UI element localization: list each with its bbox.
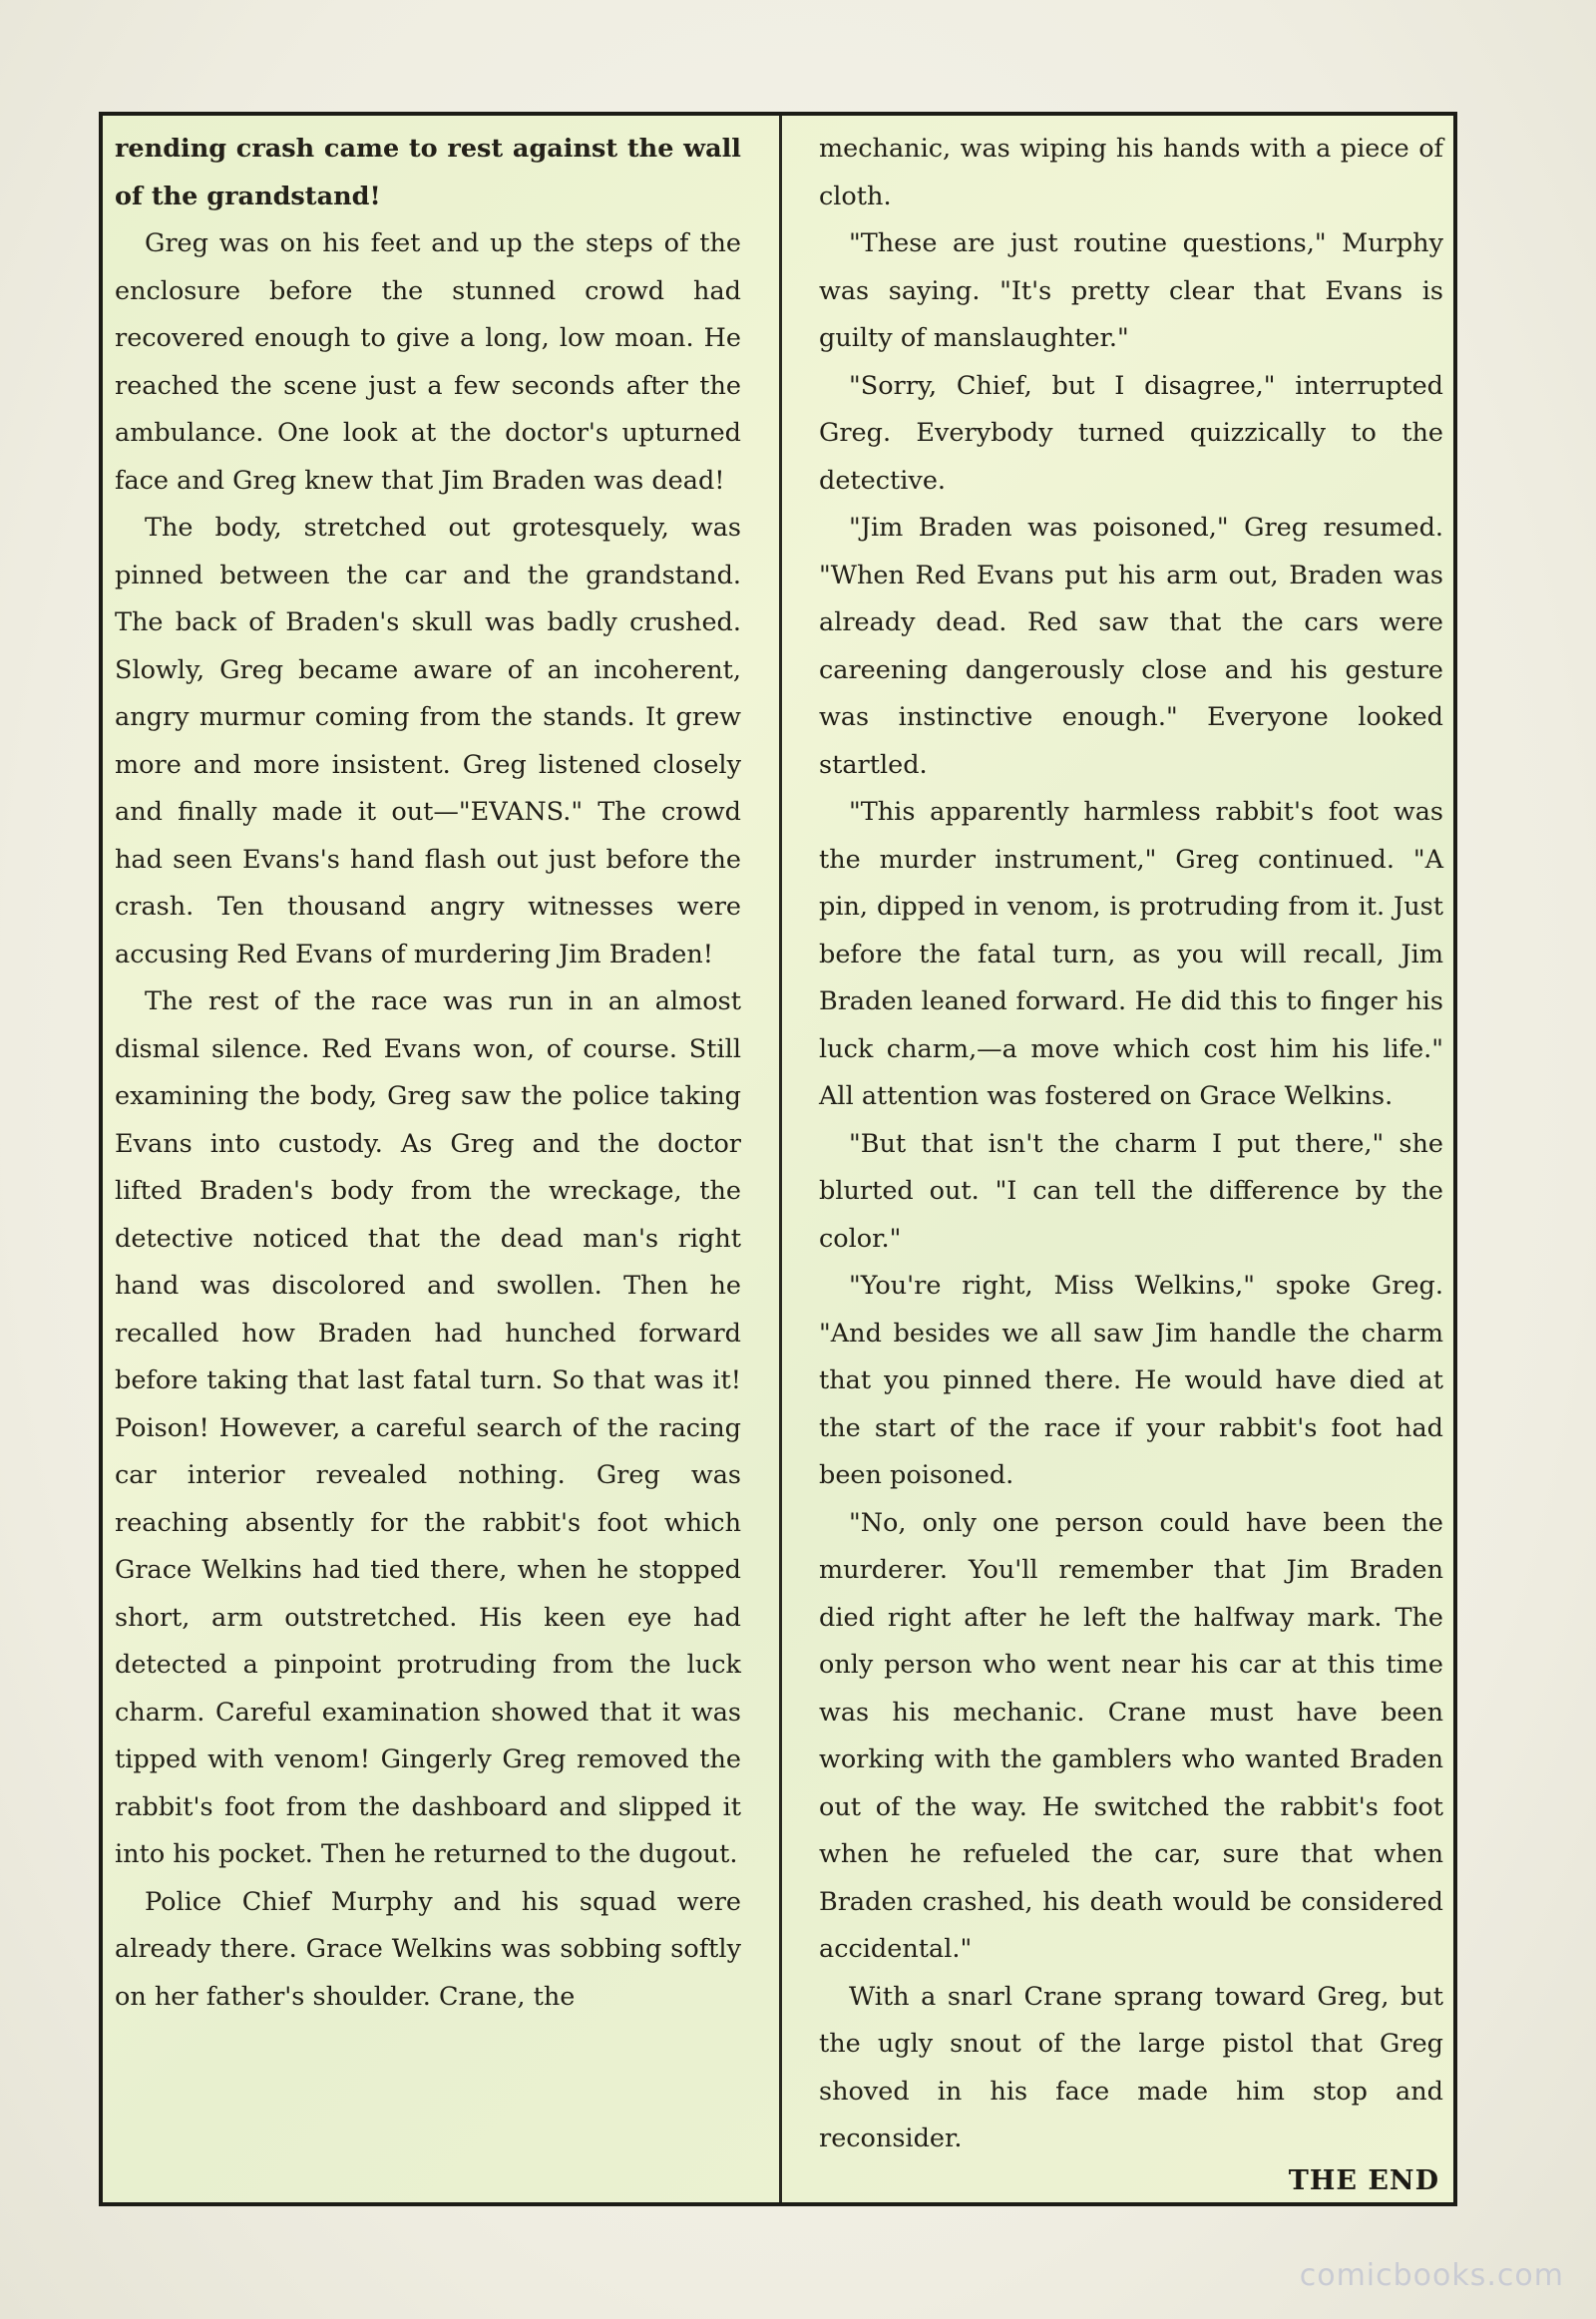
left-column	[115, 126, 741, 2021]
paragraph: "But that isn't the charm I put there," she blurted out. "I can tell the difference by the color."	[819, 1128, 1443, 1254]
paragraph: "You're right, Miss Welkins," spoke Greg. "And besides we all saw Jim handle the charm that you pinned there. He would have died at the start of the race if your rabbit's foot had been poisoned.	[819, 1271, 1443, 1490]
site-watermark: comicbooks.com	[1299, 2258, 1564, 2293]
paragraph: Greg was on his feet and up the steps of the enclosure before the stunned crowd had recovered enough to give a long, low moan. He reached the scene just a few seconds after the ambulance. One look at the doctor's upturned face and Greg knew that Jim Braden was dead!	[115, 228, 741, 496]
paragraph: Police Chief Murphy and his squad were already there. Grace Welkins was sobbing softly on her father's shoulder. Crane, the	[115, 1886, 741, 2012]
text-panel	[99, 112, 1457, 2206]
paragraph: "These are just routine questions," Murphy was saying. "It's pretty clear that Evans is guilty of manslaughter."	[819, 228, 1443, 353]
column-divider	[779, 116, 782, 2202]
paragraph: "Jim Braden was poisoned," Greg resumed. "When Red Evans put his arm out, Braden was already dead. Red saw that the cars were careening dangerously close and his gesture was instinctive enough." Everyone looked startled.	[819, 513, 1443, 780]
paragraph: The body, stretched out grotesquely, was pinned between the car and the grandstand. The back of Braden's skull was badly crushed. Slowly, Greg became aware of an incoherent, angry murmur coming from the stands. It grew more and more insistent. Greg listened closely and finally made it out—"EVANS." The crowd had seen Evans's hand flash out just before the crash. Ten thousand angry witnesses were accusing Red Evans of murdering Jim Braden!	[115, 513, 741, 969]
paragraph: The rest of the race was run in an almost dismal silence. Red Evans won, of course. Still examining the body, Greg saw the police taking Evans into custody. As Greg and the doctor lifted Braden's body from the wreckage, the detective noticed that the dead man's right hand was discolored and swollen. Then he recalled how Braden had hunched forward before taking that last fatal turn. So that was it! Poison! However, a careful search of the racing car interior revealed nothing. Greg was reaching absently for the rabbit's foot which Grace Welkins had tied there, when he stopped short, arm outstretched. His keen eye had detected a pinpoint protruding from the luck charm. Careful examination showed that it was tipped with venom! Gingerly Greg removed the rabbit's foot from the dashboard and slipped it into his pocket. Then he returned to the dugout.	[115, 986, 741, 1869]
right-column	[819, 126, 1443, 2163]
paragraph: "No, only one person could have been the murderer. You'll remember that Jim Braden died right after he left the halfway mark. The only person who went near his car at this time was his mechanic. Crane must have been working with the gamblers who wanted Braden out of the way. He switched the rabbit's foot when he refueled the car, sure that when Braden crashed, his death would be considered accidental."	[819, 1507, 1443, 1964]
end-mark: THE END	[1288, 2165, 1439, 2196]
paragraph: With a snarl Crane sprang toward Greg, but the ugly snout of the large pistol that Greg shoved in his face made him stop and reconsider.	[819, 1981, 1443, 2153]
paragraph: rending crash came to rest against the wall of the grandstand!	[115, 134, 741, 211]
paragraph: "This apparently harmless rabbit's foot was the murder instrument," Greg continued. "A pin, dipped in venom, is protruding from it. Just before the fatal turn, as you will recall, Jim Braden leaned forward. He did this to finger his luck charm,—a move which cost him his life." All attention was fostered on Grace Welkins.	[819, 797, 1443, 1111]
paragraph: "Sorry, Chief, but I disagree," interrupted Greg. Everybody turned quizzically to the detective.	[819, 370, 1443, 496]
paragraph: mechanic, was wiping his hands with a piece of cloth.	[819, 134, 1443, 211]
